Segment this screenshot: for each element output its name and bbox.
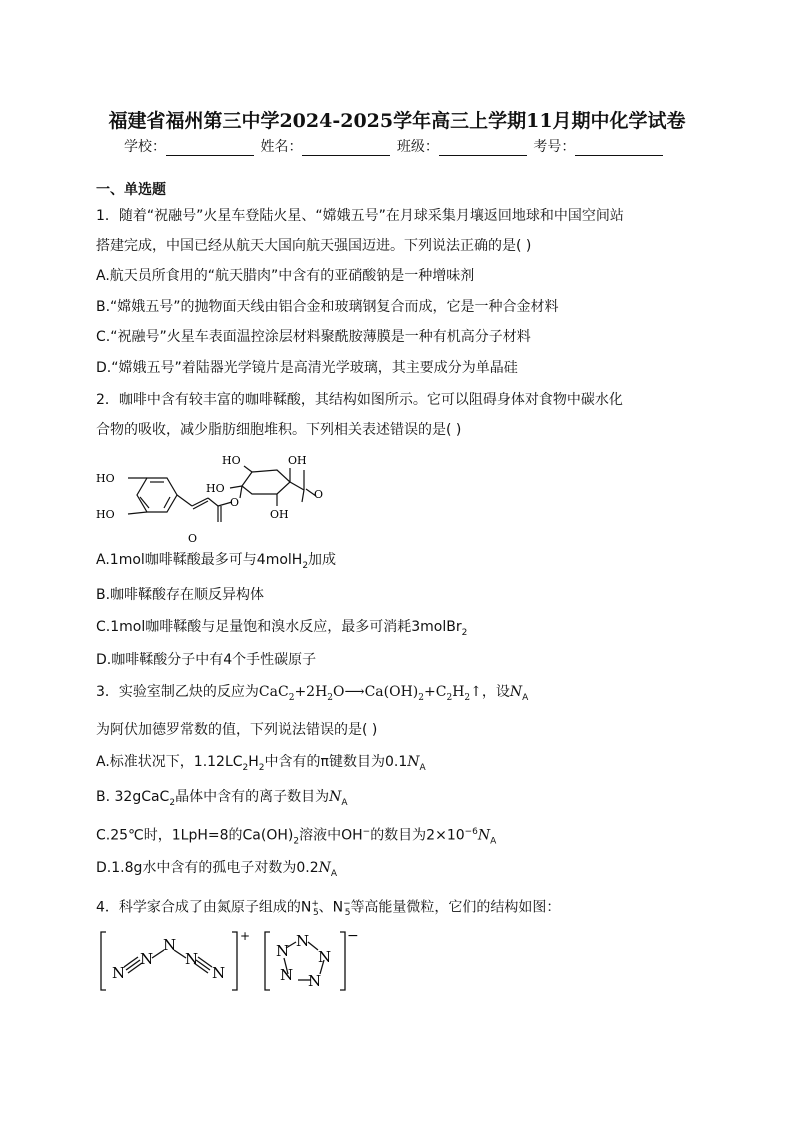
n5plus-n3: N <box>163 936 177 954</box>
struct-ho-4: HO <box>206 482 225 495</box>
school-label: 学校： <box>124 139 166 155</box>
n5plus-n5: N <box>212 964 226 982</box>
n5minus-n4: N <box>308 972 322 990</box>
q3-option-c: C.25℃时，1LpH=8的$Ca(OH)_2$溶液中OH−的数目为$2\times 10^{-6}N_A$ <box>96 827 497 847</box>
n5plus-n2: N <box>140 950 154 968</box>
struct-oh-2: OH <box>288 454 307 467</box>
q1-stem-line2: 搭建完成，中国已经从航天大国向航天强国迈进。下列说法正确的是( ) <box>96 238 532 254</box>
q2-stem-line1: 2．咖啡中含有较丰富的咖啡鞣酸，其结构如图所示。它可以阻碍身体对食物中碳水化 <box>96 392 623 408</box>
n5minus-charge: − <box>347 928 359 944</box>
q3-option-a: A.标准状况下，$1.12LC_2H_2$中含有的π键数目为$0.1N_A$ <box>96 754 426 773</box>
exam-no-blank <box>575 141 663 156</box>
struct-o-acid: O <box>314 488 324 501</box>
q3-option-b: B. 32gCaC$_2$晶体中含有的离子数目为$N_A$ <box>96 789 348 808</box>
struct-o-carbonyl: O <box>188 532 198 545</box>
q2-option-d: D.咖啡鞣酸分子中有4个手性碳原子 <box>96 652 317 668</box>
struct-o-ester: O <box>230 496 240 509</box>
q3-stem-line2: 为阿伏加德罗常数的值，下列说法错误的是( ) <box>96 722 378 738</box>
class-label: 班级： <box>396 139 439 155</box>
q2-option-c: C.1mol咖啡鞣酸与足量饱和溴水反应，最多可消耗3molBr$_2$ <box>96 619 468 638</box>
name-blank <box>302 141 390 156</box>
section-heading: 一、单选题 <box>96 182 166 198</box>
n5minus-n1: N <box>276 942 290 960</box>
q1-option-c: C.“祝融号”火星车表面温控涂层材料聚酰胺薄膜是一种有机高分子材料 <box>96 329 531 345</box>
struct-oh-1: OH <box>270 508 289 521</box>
n5minus-n2: N <box>296 932 310 950</box>
n5minus-n3: N <box>318 948 332 966</box>
q1-stem-line1: 1．随着“祝融号”火星车登陆火星、“嫦娥五号”在月球采集月壤返回地球和中国空间站 <box>96 208 624 224</box>
struct-ho-3: HO <box>222 454 241 467</box>
n5minus-n5: N <box>280 966 294 984</box>
school-blank <box>166 141 254 156</box>
name-label: 姓名： <box>260 139 303 155</box>
student-info-line <box>124 136 665 156</box>
n5plus-charge: + <box>240 929 251 943</box>
class-blank <box>439 141 527 156</box>
n5plus-n1: N <box>112 964 126 982</box>
q3-stem-line1: 3．实验室制乙炔的反应为$CaC_2+2H_2O⟶Ca(OH)_2+C_2H_2↑$，设$N_A$ <box>96 684 529 703</box>
q2-option-b: B.咖啡鞣酸存在顺反异构体 <box>96 587 265 603</box>
exam-no-label: 考号： <box>533 139 576 155</box>
q4-stem: 4．科学家合成了由氮原子组成的$N^+_5$、$N^-_5$等高能量微粒，它们的结构如图： <box>96 899 561 919</box>
q1-option-d: D.“嫦娥五号”着陆器光学镜片是高清光学玻璃，其主要成分为单晶硅 <box>96 360 518 376</box>
struct-ho-1: HO <box>96 472 115 485</box>
q1-option-a: A.航天员所食用的“航天腊肉”中含有的亚硝酸钠是一种增味剂 <box>96 268 475 284</box>
struct-ho-2: HO <box>96 508 115 521</box>
nitrogen-ions-structure <box>96 928 366 994</box>
q2-stem-line2: 合物的吸收，减少脂肪细胞堆积。下列相关表述错误的是( ) <box>96 422 462 438</box>
q2-option-a: A.1mol咖啡鞣酸最多可与4molH$_2$加成 <box>96 552 337 571</box>
q3-option-d: D.1.8g水中含有的孤电子对数为$0.2N_A$ <box>96 860 338 879</box>
n5plus-n4: N <box>185 950 199 968</box>
chlorogenic-acid-structure <box>92 448 332 548</box>
page-title: 福建省福州第三中学2024-2025学年高三上学期11月期中化学试卷 <box>108 110 686 132</box>
q1-option-b: B.“嫦娥五号”的抛物面天线由铝合金和玻璃钢复合而成，它是一种合金材料 <box>96 299 559 315</box>
